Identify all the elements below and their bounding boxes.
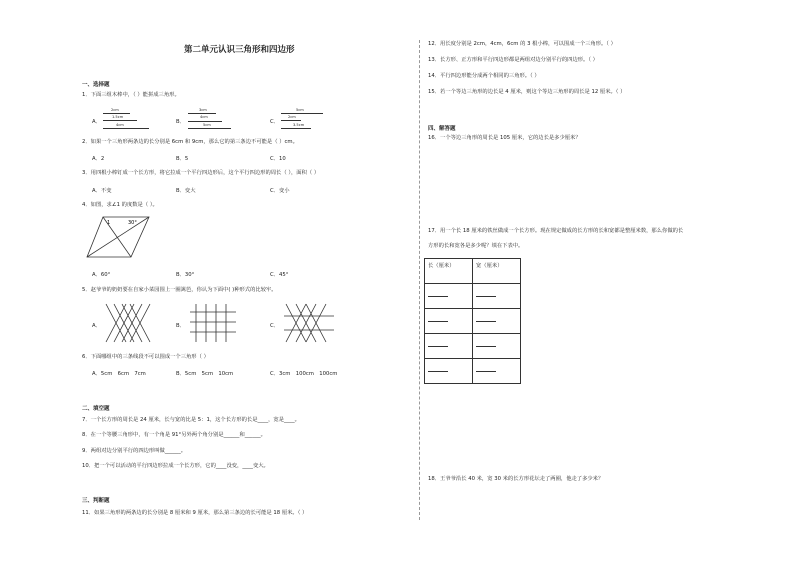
fence-mixed-c <box>282 302 336 344</box>
long-input-cell[interactable] <box>425 309 473 334</box>
question-9: 9．两组对边分别平行的四边形叫做______。 <box>82 448 187 454</box>
q1-option-a: A． <box>92 119 101 125</box>
fence-diagonal-a <box>104 302 156 344</box>
q1-a-label-2: 1.5cm <box>112 115 124 119</box>
table-header-row <box>425 259 521 284</box>
stick-b2 <box>188 121 222 122</box>
section-choice: 一、选择题 <box>82 82 110 88</box>
section-fill: 二、填空题 <box>82 406 110 412</box>
stick-b1 <box>188 113 216 114</box>
question-10: 10．把一个可以活动的平行四边形拉成一个长方形，它的____没变，____变大。 <box>82 463 269 469</box>
q4-option-c: C．45° <box>270 272 289 278</box>
section-answer: 四、解答题 <box>428 126 456 132</box>
q5-option-c: C． <box>270 323 279 329</box>
wide-input-cell[interactable] <box>473 284 521 309</box>
question-1: 1．下面三组木棒中，（ ）能拼成三角形。 <box>82 92 180 98</box>
q1-c-label-1: 5cm <box>296 108 304 112</box>
question-17-line-1: 17．用一个长 18 厘米的铁丝做成一个长方形。现在规定做成的长方形的长和宽都是整厘米数，那么你做的长 <box>428 228 684 234</box>
stick-b3 <box>188 128 231 129</box>
long-input-cell[interactable] <box>425 284 473 309</box>
q5-option-a: A． <box>92 323 101 329</box>
question-12: 12．用长度分别是 2cm，4cm，6cm 的 3 根小棒，可以围成一个三角形。（ ） <box>428 41 616 47</box>
question-18: 18．王爷爷沿长 40 米，宽 30 米的长方形花坛走了两圈，他走了多少米？ <box>428 476 604 482</box>
q2-option-b: B．5 <box>176 156 189 162</box>
q5-option-b: B． <box>176 323 185 329</box>
q4-option-a: A．60° <box>92 272 111 278</box>
q6-option-a: A．5cm 6cm 7cm <box>92 371 146 377</box>
question-17-line-2: 方形的长和宽各是多少呢？填在下表中。 <box>428 243 524 249</box>
q1-b-label-3: 5cm <box>203 123 211 127</box>
q6-option-c: C．3cm 100cm 100cm <box>270 371 338 377</box>
question-2: 2．如果一个三角形两条边的长分别是 6cm 和 9cm，那么它的第三条边不可能是（ ）cm。 <box>82 139 298 145</box>
page-title: 第二单元认识三角形和四边形 <box>184 45 295 55</box>
stick-c2 <box>281 120 301 121</box>
q1-b-label-2: 4cm <box>200 115 208 119</box>
q1-option-c: C． <box>270 119 279 125</box>
q2-option-a: A．2 <box>92 156 105 162</box>
fence-grid-b <box>188 302 240 344</box>
q17-answer-table <box>424 258 521 384</box>
long-input-cell[interactable] <box>425 334 473 359</box>
wide-input-cell[interactable] <box>473 309 521 334</box>
question-3: 3．用四根小棒钉成一个长方形，将它拉成一个平行四边形后，这个平行四边形的周长（ ），面积（ ） <box>82 170 320 176</box>
table-row <box>425 334 521 359</box>
stick-c3 <box>281 128 311 129</box>
q4-option-b: B．30° <box>176 272 195 278</box>
q3-option-c: C．变小 <box>270 188 290 194</box>
q1-c-label-3: 3.5cm <box>293 123 305 127</box>
q1-c-label-2: 2cm <box>288 115 296 119</box>
q2-option-c: C．10 <box>270 156 286 162</box>
q4-angle-label-30: 30° <box>128 220 137 226</box>
question-16: 16．一个等边三角形的周长是 105 厘米，它的边长是多少厘米？ <box>428 135 581 141</box>
q4-parallelogram-figure <box>85 213 151 261</box>
stick-a1 <box>103 113 130 114</box>
q3-option-a: A．不变 <box>92 188 112 194</box>
question-15: 15．若一个等边三角形的边长是 4 厘米，则这个等边三角形的周长是 12 厘米。（ ） <box>428 89 626 95</box>
section-judge: 三、判断题 <box>82 498 110 504</box>
question-5: 5．赵爷爷的奶奶要在自家小菜园围上一圈篱笆，你认为下面中( )种形式的比较牢。 <box>82 287 277 293</box>
q1-b-label-1: 3cm <box>199 108 207 112</box>
column-divider <box>419 40 420 520</box>
long-input-cell[interactable] <box>425 359 473 384</box>
stick-a2 <box>103 120 137 121</box>
question-6: 6．下面哪组中的三条线段不可以围成一个三角形（ ） <box>82 354 209 360</box>
col-long-header: 长（厘米） <box>425 259 473 284</box>
q1-a-label-3: 4cm <box>116 123 124 127</box>
col-wide-header: 宽（厘米） <box>473 259 521 284</box>
q1-a-label-1: 2cm <box>111 108 119 112</box>
stick-c1 <box>281 113 323 114</box>
stick-a3 <box>103 128 149 129</box>
q3-option-b: B．变大 <box>176 188 196 194</box>
question-11: 11．如果三角形的两条边的长分别是 8 厘米和 9 厘米，那么第三条边的长可能是 18 厘米。（ ） <box>82 510 308 516</box>
q4-angle-label-1: 1 <box>107 220 111 226</box>
q6-option-b: B．5cm 5cm 10cm <box>176 371 234 377</box>
table-row <box>425 359 521 384</box>
question-14: 14．平行四边形能分成两个相同的三角形。（ ） <box>428 73 540 79</box>
table-row <box>425 284 521 309</box>
question-8: 8．在一个等腰三角形中，有一个角是 91°另外两个角分别是______和______。 <box>82 432 266 438</box>
question-4: 4．如图，求∠1 的度数是（ ）。 <box>82 202 158 208</box>
wide-input-cell[interactable] <box>473 334 521 359</box>
question-13: 13．长方形、正方形和平行四边形都是两组对边分别平行的四边形。（ ） <box>428 57 598 63</box>
wide-input-cell[interactable] <box>473 359 521 384</box>
table-row <box>425 309 521 334</box>
question-7: 7．一个长方形的周长是 24 厘米，长与宽的比是 5：1，这个长方形的长是____，宽是____。 <box>82 417 300 423</box>
q1-option-b: B． <box>176 119 185 125</box>
